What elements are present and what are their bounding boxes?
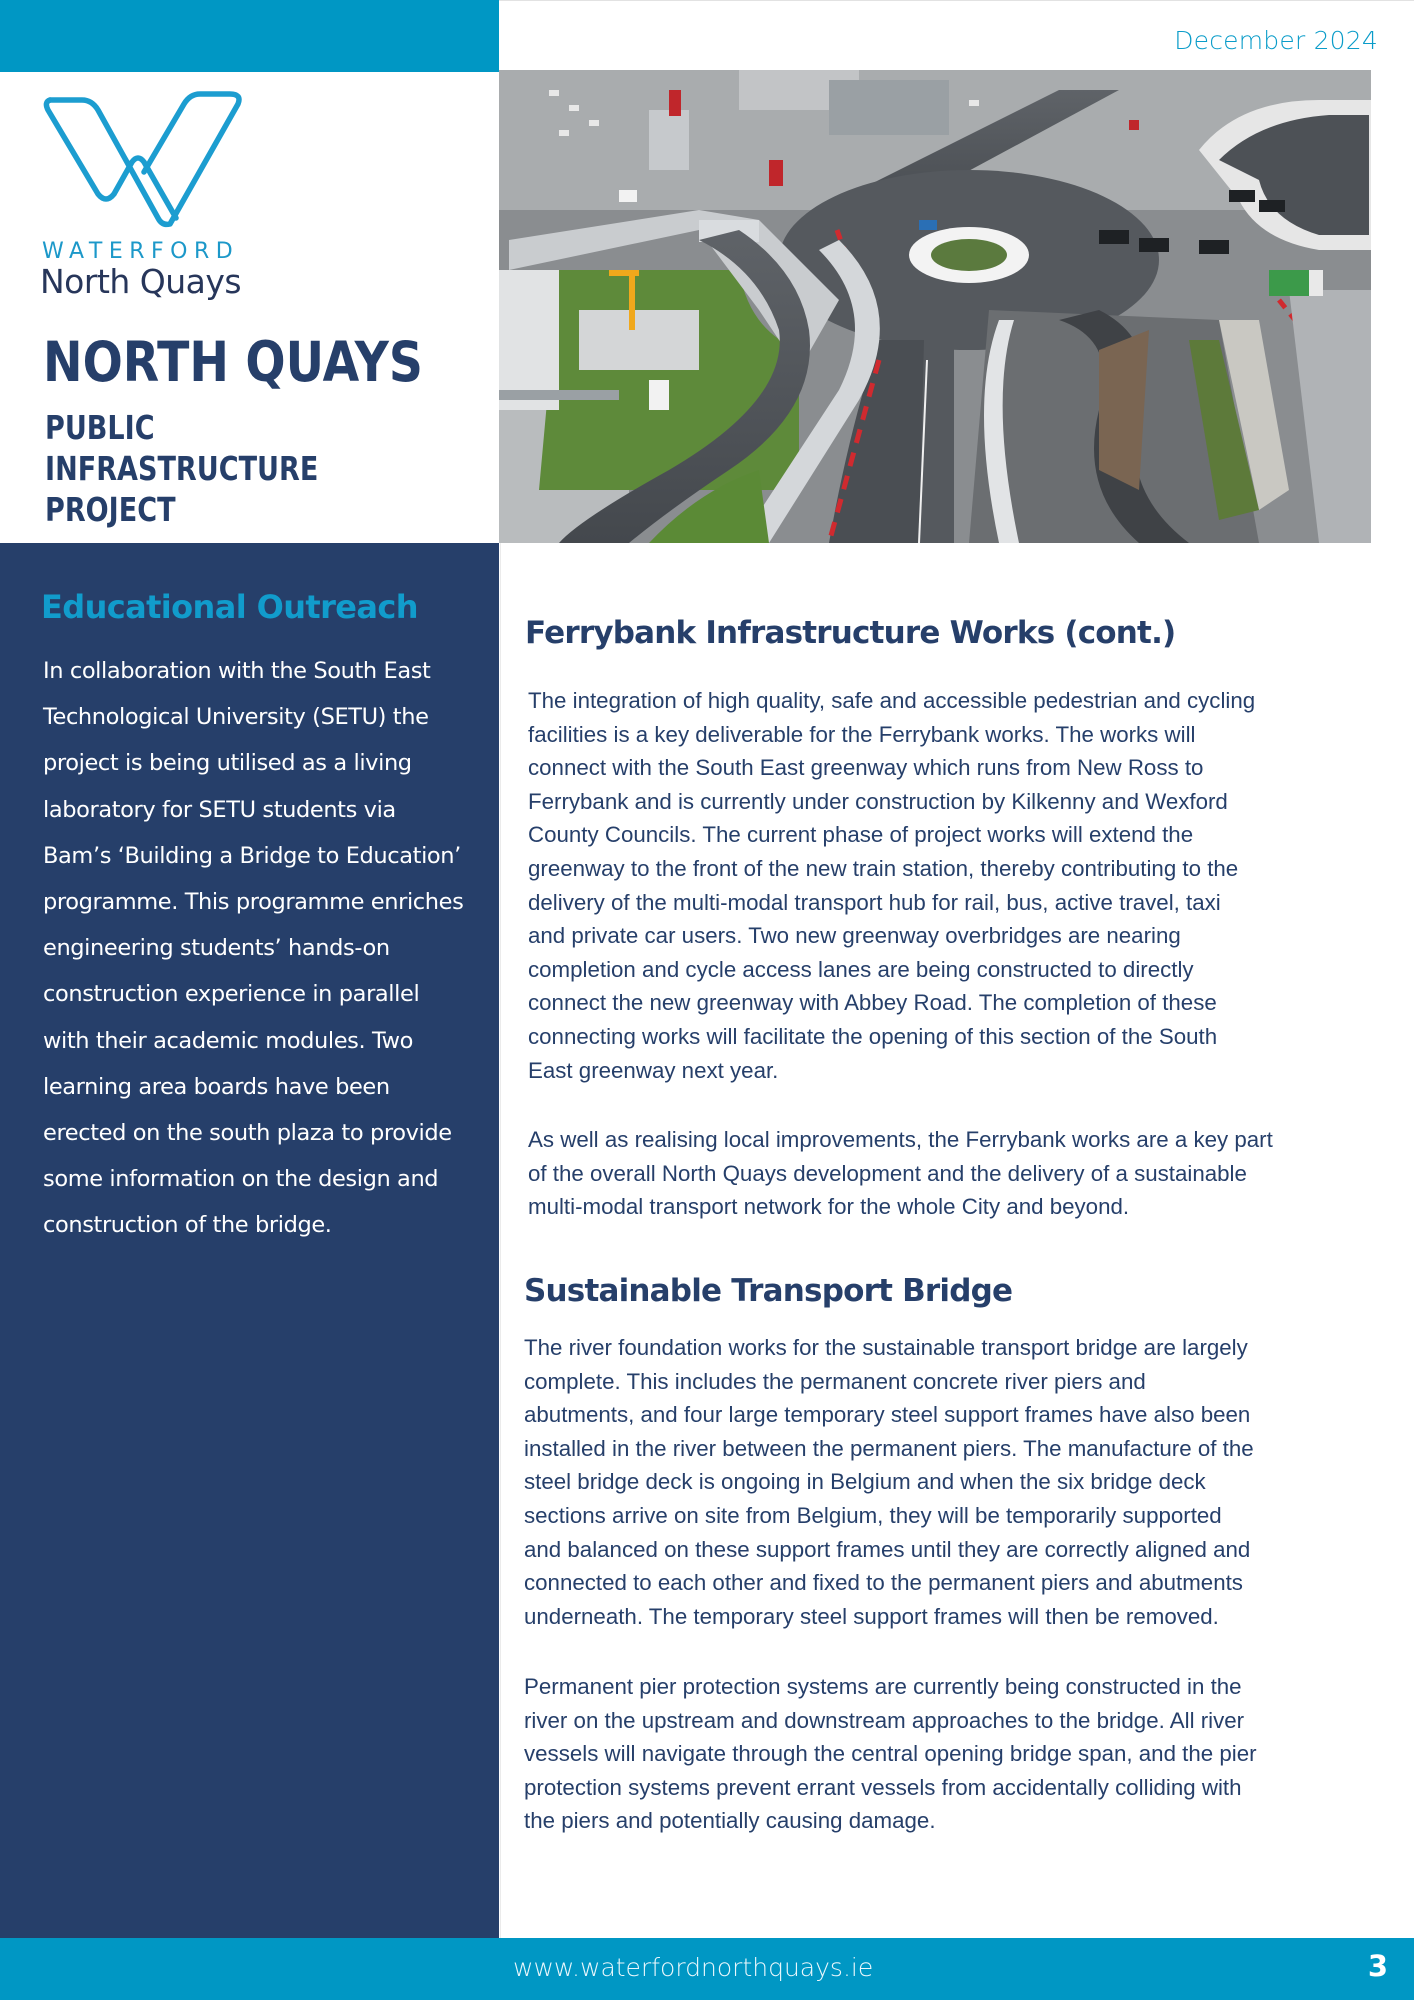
sidebar-text-line: engineering students’ hands-on [43, 935, 390, 962]
subtitle-line: PROJECT [45, 490, 176, 529]
ferrybank-paragraph-2 [528, 1123, 1273, 1224]
website-link[interactable]: www.waterfordnorthquays.ie [513, 1953, 874, 1982]
sidebar-heading: Educational Outreach [41, 588, 418, 626]
sidebar-text-line: with their academic modules. Two [43, 1027, 413, 1054]
section-heading-bridge: Sustainable Transport Bridge [524, 1273, 1013, 1309]
paragraph-line: steel bridge deck is ongoing in Belgium and when the six bridge deck [524, 1469, 1206, 1495]
paragraph-line: multi-modal transport network for the whole City and beyond. [528, 1194, 1130, 1220]
section-heading-ferrybank: Ferrybank Infrastructure Works (cont.) [525, 615, 1176, 651]
subtitle-line: INFRASTRUCTURE [45, 449, 319, 488]
sidebar-text-line: programme. This programme enriches [43, 889, 464, 916]
paragraph-line: The integration of high quality, safe and accessible pedestrian and cycling [528, 688, 1256, 713]
sidebar-text-line: laboratory for SETU students via [43, 796, 396, 823]
paragraph-line: County Councils. The current phase of project works will extend the [528, 822, 1194, 848]
paragraph-line: connected to each other and fixed to the permanent piers and abutments [524, 1570, 1243, 1596]
issue-date: December 2024 [1174, 26, 1378, 55]
sidebar-text-line: In collaboration with the South East [43, 658, 431, 684]
logo-wordmark-waterford: WATERFORD [42, 239, 240, 264]
paragraph-line: facilities is a key deliverable for the Ferrybank works. The works will [528, 721, 1196, 747]
sidebar-body [43, 648, 483, 1249]
paragraph-line: greenway to the front of the new train station, thereby contributing to the [528, 855, 1239, 881]
sidebar-text-line: Bam’s ‘Building a Bridge to Education’ [43, 842, 461, 869]
paragraph-line: sections arrive on site from Belgium, they will be temporarily supported [524, 1502, 1222, 1528]
aerial-photo [499, 70, 1371, 543]
logo-wordmark-north-quays: North Quays [40, 262, 242, 301]
paragraph-line: complete. This includes the permanent concrete river piers and [524, 1368, 1146, 1394]
paragraph-line: The river foundation works for the sustainable transport bridge are largely [524, 1335, 1248, 1360]
subtitle-line: PUBLIC [45, 408, 155, 447]
sidebar-text-line: project is being utilised as a living [43, 750, 412, 777]
paragraph-line: underneath. The temporary steel support frames will then be removed. [524, 1603, 1219, 1629]
top-divider [499, 0, 1414, 1]
paragraph-line: installed in the river between the permanent piers. The manufacture of the [524, 1435, 1254, 1461]
paragraph-line: connect the new greenway with Abbey Road. The completion of these [528, 990, 1217, 1016]
paragraph-line: of the overall North Quays development and the delivery of a sustainable [528, 1160, 1247, 1186]
paragraph-line: delivery of the multi-modal transport hub for rail, bus, active travel, taxi [528, 889, 1221, 915]
sidebar-text-line: some information on the design and [43, 1166, 439, 1193]
sidebar-text-line: Technological University (SETU) the [43, 704, 429, 731]
paragraph-line: the piers and potentially causing damage. [524, 1808, 936, 1834]
paragraph-line: vessels will navigate through the central opening bridge span, and the pier [524, 1741, 1257, 1767]
sidebar-text-line: construction of the bridge. [43, 1212, 332, 1239]
paragraph-line: abutments, and four large temporary steel support frames have also been [524, 1402, 1251, 1428]
paragraph-line: Ferrybank and is currently under construction by Kilkenny and Wexford [528, 788, 1228, 814]
paragraph-line: As well as realising local improvements, the Ferrybank works are a key part [528, 1127, 1273, 1152]
paragraph-line: East greenway next year. [528, 1057, 779, 1083]
bridge-paragraph-2 [524, 1670, 1257, 1838]
page-number: 3 [1367, 1949, 1388, 1983]
paragraph-line: river on the upstream and downstream approaches to the bridge. All river [524, 1707, 1245, 1733]
sidebar-text-line: erected on the south plaza to provide [43, 1120, 452, 1147]
paragraph-line: connect with the South East greenway which runs from New Ross to [528, 755, 1204, 781]
paragraph-line: connecting works will facilitate the opening of this section of the South [528, 1023, 1218, 1049]
paragraph-line: protection systems prevent errant vessels from accidentally colliding with [524, 1774, 1242, 1800]
ferrybank-paragraph-1 [528, 684, 1255, 1087]
bridge-paragraph-1 [524, 1331, 1254, 1633]
paragraph-line: completion and cycle access lanes are being constructed to directly [528, 956, 1194, 982]
page-subtitle [45, 407, 318, 530]
page-title: NORTH QUAYS [43, 330, 423, 394]
sidebar-text-line: learning area boards have been [43, 1073, 390, 1100]
paragraph-line: and balanced on these support frames until they are correctly aligned and [524, 1536, 1251, 1562]
waterford-w-logo-icon [40, 86, 246, 234]
aerial-photo-illustration [499, 70, 1371, 543]
sidebar-text-line: construction experience in parallel [43, 981, 420, 1008]
paragraph-line: and private car users. Two new greenway overbridges are nearing [528, 923, 1181, 949]
top-accent-bar [0, 0, 499, 72]
paragraph-line: Permanent pier protection systems are currently being constructed in the [524, 1674, 1242, 1699]
